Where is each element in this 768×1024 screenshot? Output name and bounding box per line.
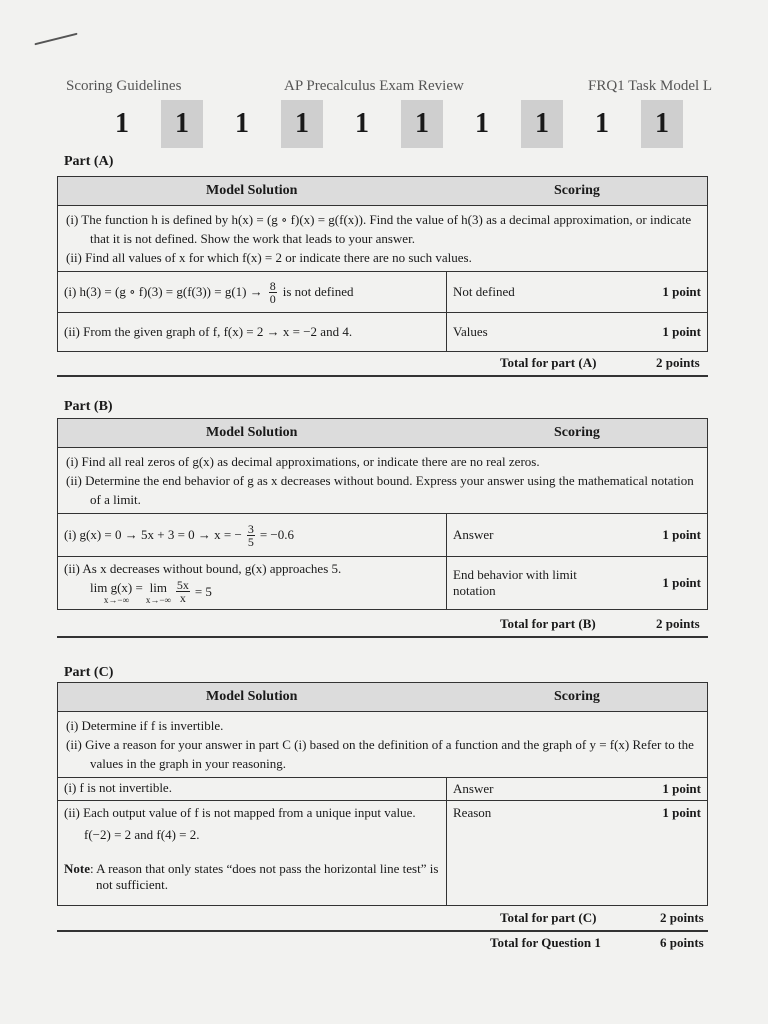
part-b-prompt [58, 448, 707, 514]
question-total-points: 6 points [660, 935, 704, 950]
prompt-line: (ii) Determine the end behavior of g as x decreases without bound. Express your answer using the mathematical notation of a limit. [66, 473, 694, 507]
fraction [247, 523, 255, 548]
scoring-cell [447, 801, 707, 905]
part-a-total-points: 2 points [656, 355, 700, 370]
scoring-header: Scoring [554, 183, 600, 198]
solution-cell [58, 272, 447, 312]
part-b-total-label: Total for part (B) [500, 616, 596, 631]
solution-cell [58, 514, 447, 556]
table-header [58, 419, 707, 448]
part-b-table [57, 418, 708, 610]
part-c-total-label: Total for part (C) [500, 910, 597, 925]
points: 1 point [662, 575, 701, 590]
limit-block [90, 580, 143, 604]
solution-cell: (i) f is not invertible. [58, 778, 447, 800]
part-a-label: Part (A) [64, 154, 114, 169]
pen-mark [34, 33, 77, 46]
limit-subscript: x→−∞ [103, 594, 129, 605]
prompt-line: (i) Determine if f is invertible. [66, 718, 224, 733]
note-text: : A reason that only states “does not pass the horizontal line test” is not sufficient. [90, 861, 439, 892]
table-row [58, 801, 707, 905]
solution-cell [58, 557, 447, 609]
table-header [58, 683, 707, 712]
model-solution-header: Model Solution [206, 425, 298, 440]
prompt-line: (i) The function h is defined by h(x) = (g ∘ f)(x) = g(f(x)). Find the value of h(3) as a decimal approximation, or indicate that it is not defined. Show the work that leads to your answer. [66, 212, 692, 246]
scoring-cell [447, 557, 707, 609]
solution-text: (i) h(3) = (g ∘ f)(3) = g(f(3)) = g(1) → [64, 284, 263, 299]
solution-text: (ii) Each output value of f is not mapped from a unique input value. [64, 805, 416, 820]
part-a-table [57, 176, 708, 352]
criterion: Answer [453, 527, 494, 542]
denominator: x [179, 591, 186, 605]
scoring-header: Scoring [554, 689, 600, 704]
limit-block [146, 580, 171, 604]
criterion: Answer [453, 781, 494, 796]
score-box: 1 [475, 108, 489, 139]
numerator: 5x [176, 578, 189, 592]
model-solution-header: Model Solution [206, 183, 298, 198]
solution-text: f(−2) = 2 and f(4) = 2. [84, 827, 200, 842]
table-row [58, 313, 707, 351]
table-row [58, 778, 707, 801]
score-box: 1 [641, 100, 683, 148]
score-box: 1 [355, 108, 369, 139]
divider [57, 375, 708, 377]
scoring-cell [447, 514, 707, 556]
numerator: 3 [247, 521, 254, 536]
part-c-table [57, 682, 708, 906]
score-box: 1 [521, 100, 563, 148]
part-a-total-label: Total for part (A) [500, 355, 597, 370]
score-boxes [92, 100, 692, 148]
points: 1 point [662, 284, 701, 299]
divider [57, 930, 708, 932]
limit-subscript: x→−∞ [145, 594, 171, 605]
header-left: Scoring Guidelines [66, 78, 182, 94]
solution-text: (i) g(x) = 0 → 5x + 3 = 0 → x = − [64, 527, 242, 542]
denominator: 0 [269, 291, 276, 306]
part-b-label: Part (B) [64, 399, 113, 414]
criterion: Values [453, 324, 488, 339]
fraction [269, 280, 277, 305]
fraction [176, 579, 190, 604]
part-a-prompt [58, 206, 707, 272]
header-right: FRQ1 Task Model L [588, 78, 713, 94]
part-c-total-points: 2 points [660, 910, 704, 925]
solution-cell: (ii) From the given graph of f, f(x) = 2 → x = −2 and 4. [58, 313, 447, 351]
score-box: 1 [115, 108, 129, 139]
score-box: 1 [401, 100, 443, 148]
criterion: End behavior with limit notation [453, 567, 577, 598]
score-box: 1 [161, 100, 203, 148]
denominator: 5 [247, 534, 254, 549]
prompt-line: (ii) Give a reason for your answer in part C (i) based on the definition of a function and the graph of y = f(x) Refer to the values in the graph in your reasoning. [66, 737, 694, 771]
header-center: AP Precalculus Exam Review [284, 78, 464, 94]
score-box: 1 [235, 108, 249, 139]
question-total-label: Total for Question 1 [490, 935, 601, 950]
points: 1 point [662, 781, 701, 796]
points: 1 point [662, 527, 701, 542]
solution-text: (ii) As x decreases without bound, g(x) approaches 5. [64, 561, 342, 576]
scoring-cell [447, 272, 707, 312]
table-header [58, 177, 707, 206]
solution-text: = −0.6 [259, 527, 295, 542]
part-b-total-points: 2 points [656, 616, 700, 631]
limit-expression [64, 579, 440, 604]
limit-text: = 5 [194, 583, 212, 599]
table-row [58, 272, 707, 313]
scoring-header: Scoring [554, 425, 600, 440]
solution-text: is not defined [282, 284, 354, 299]
prompt-line: (i) Find all real zeros of g(x) as decimal approximations, or indicate there are no real zeros. [66, 454, 540, 469]
table-row [58, 557, 707, 609]
score-box: 1 [281, 100, 323, 148]
table-row [58, 514, 707, 557]
limit-text: lim [149, 579, 167, 595]
scoring-cell [447, 313, 707, 351]
divider [57, 636, 708, 638]
part-c-label: Part (C) [64, 665, 114, 680]
note [64, 861, 440, 893]
score-box: 1 [595, 108, 609, 139]
points: 1 point [662, 324, 701, 339]
solution-cell [58, 801, 447, 905]
points: 1 point [662, 805, 701, 820]
numerator: 8 [269, 278, 276, 293]
limit-text: lim g(x) = [90, 579, 143, 595]
model-solution-header: Model Solution [206, 689, 298, 704]
scoring-cell [447, 778, 707, 800]
note-label: Note [64, 861, 90, 876]
prompt-line: (ii) Find all values of x for which f(x) = 2 or indicate there are no such values. [66, 250, 472, 265]
criterion: Not defined [453, 284, 515, 299]
criterion: Reason [453, 805, 492, 820]
part-c-prompt [58, 712, 707, 778]
